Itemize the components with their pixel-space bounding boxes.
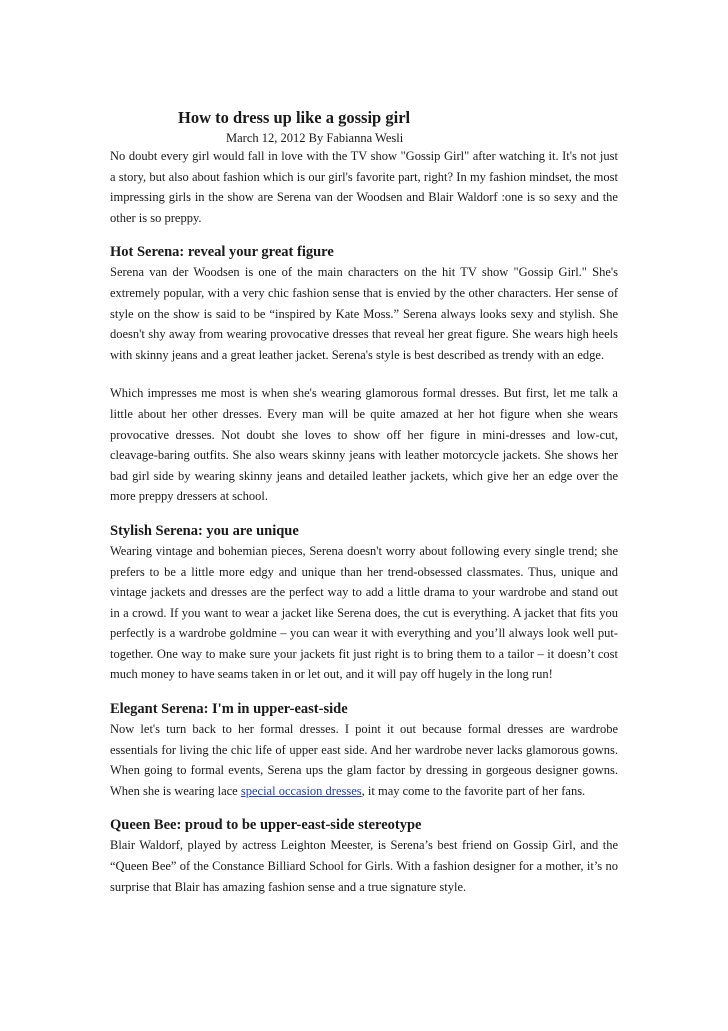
document-page	[110, 108, 618, 897]
section-paragraph: Serena van der Woodsen is one of the main characters on the hit TV show "Gossip Girl." She's extremely popular, with a very chic fashion sense that is envied by the other characters. Her sense of style on the show is said to be “inspired by Kate Moss.” Serena always looks sexy and stylish. She doesn't shy away from wearing provocative dresses that reveal her great figure. She wears high heels with skinny jeans and a great leather jacket. Serena's style is best described as trendy with an edge.	[110, 265, 618, 362]
paragraph-text: Now let's turn back to her formal dresses. I point it out because formal dresses are wardrobe essentials for living the chic life of upper east side. And her wardrobe never lacks glamorous gowns. When going to formal events, Serena ups the glam factor by dressing in gorgeous designer gowns. When she is wearing lace	[110, 722, 618, 798]
intro-paragraph: No doubt every girl would fall in love with the TV show "Gossip Girl" after watching it. It's not just a story, but also about fashion which is our girl's favorite part, right? In my fashion mindset, the most impressing girls in the show are Serena van der Woodsen and Blair Waldorf :one is so sexy and the other is so preppy.	[110, 149, 618, 225]
section-paragraph: Which impresses me most is when she's wearing glamorous formal dresses. But first, let me talk a little about her other dresses. Every man will be quite amazed at her hot figure when she wears provocative dresses. Not doubt she loves to show off her figure in mini-dresses and low-cut, cleavage-baring outfits. She also wears skinny jeans with leather motorcycle jackets. She shows her bad girl side by wearing skinny jeans and detailed leather jackets, which give her an edge over the more preppy dressers at school.	[110, 386, 618, 504]
article-title: How to dress up like a gossip girl	[178, 108, 411, 127]
section-heading-stylish-serena: Stylish Serena: you are unique	[110, 522, 299, 539]
section-heading-elegant-serena: Elegant Serena: I'm in upper-east-side	[110, 701, 348, 718]
section-paragraph-with-link	[110, 719, 618, 801]
special-occasion-dresses-link[interactable]: special occasion dresses	[240, 783, 362, 798]
paragraph-text: , it may come to the favorite part of her fans.	[361, 783, 586, 798]
section-heading-hot-serena: Hot Serena: reveal your great figure	[110, 244, 334, 261]
article-byline: March 12, 2012 By Fabianna Wesli	[226, 131, 404, 145]
section-heading-queen-bee: Queen Bee: proud to be upper-east-side stereotype	[110, 817, 422, 834]
section-paragraph: Wearing vintage and bohemian pieces, Serena doesn't worry about following every single trend; she prefers to be a little more edgy and unique than her trend-obsessed classmates. Thus, unique and vintage jackets and dresses are the perfect way to add a little drama to your wardrobe and stand out in a crowd. If you want to wear a jacket like Serena does, the cut is everything. A jacket that fits you perfectly is a wardrobe goldmine – you can wear it with everything and you’ll always look well put-together. One way to make sure your jackets fit just right is to bring them to a tailor – it doesn’t cost much money to have seams taken in or let out, and it will pay off hugely in the long run!	[110, 543, 618, 682]
section-paragraph: Blair Waldorf, played by actress Leighton Meester, is Serena’s best friend on Gossip Girl, and the “Queen Bee” of the Constance Billiard School for Girls. With a fashion designer for a mother, it’s no surprise that Blair has amazing fashion sense and a true signature style.	[110, 838, 618, 894]
